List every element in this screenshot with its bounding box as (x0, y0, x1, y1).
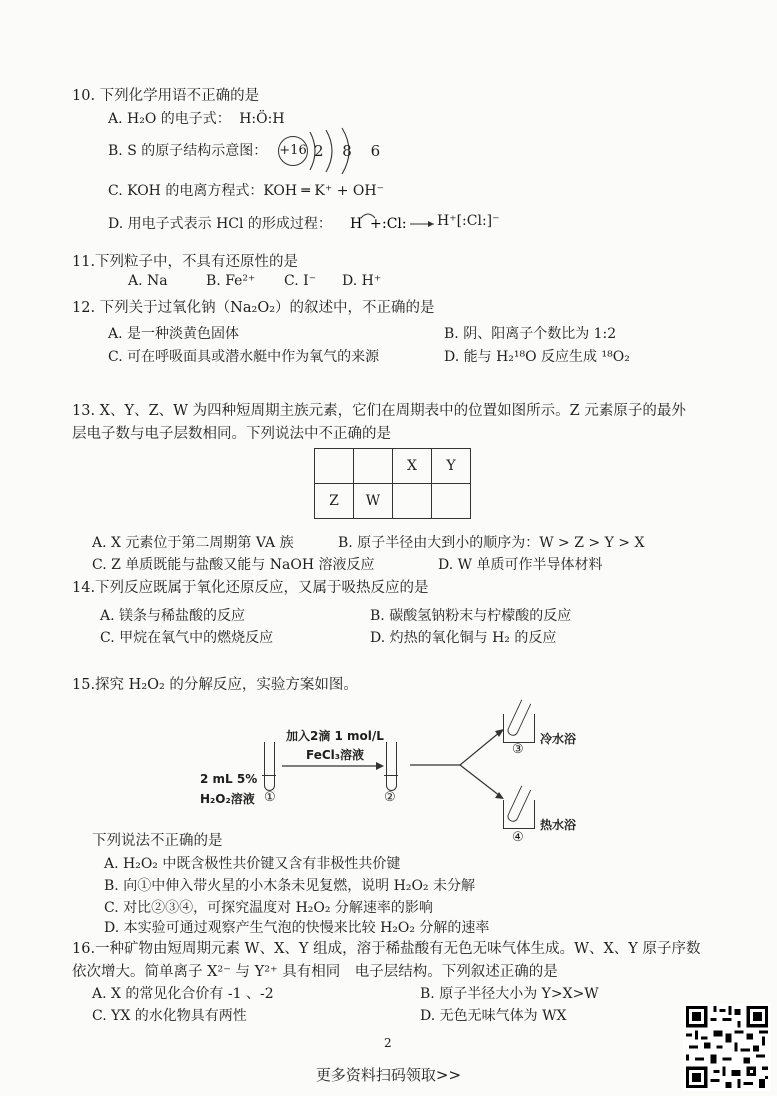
page-number: 2 (384, 1036, 392, 1050)
q14-stem: 14.下列反应既属于氧化还原反应，又属于吸热反应的是 (72, 580, 429, 596)
q15-option-b: B. 向①中伸入带火星的小木条未见复燃，说明 H₂O₂ 未分解 (104, 878, 475, 894)
sulfur-nucleus: +16 (278, 136, 308, 166)
diagram-left-label-2: H₂O₂溶液 (200, 792, 255, 806)
q11-option-b: B. Fe²⁺ (206, 273, 256, 289)
q12-option-c: C. 可在呼吸面具或潜水艇中作为氧气的来源 (108, 349, 380, 365)
svg-text:+: + (370, 216, 382, 232)
tube-2-liquid-line (384, 775, 398, 777)
q15-sub-stem: 下列说法不正确的是 (92, 833, 223, 849)
q13-option-b: B. 原子半径由大到小的顺序为：W > Z > Y > X (338, 535, 645, 551)
svg-text:H: H (350, 216, 363, 232)
q11-option-d: D. H⁺ (342, 273, 382, 289)
table-cell (432, 484, 471, 519)
q13-option-a: A. X 元素位于第二周期第 VA 族 (92, 535, 294, 551)
q15-option-a: A. H₂O₂ 中既含极性共价键又含有非极性共价键 (104, 856, 401, 872)
q15-option-d: D. 本实验可通过观察产生气泡的快慢来比较 H₂O₂ 分解的速率 (104, 920, 490, 936)
q15-option-c: C. 对比②③④，可探究温度对 H₂O₂ 分解速率的影响 (104, 900, 433, 916)
table-cell: W (354, 484, 393, 519)
tube-2-number: ② (384, 790, 396, 805)
q11-option-c: C. I⁻ (284, 273, 317, 289)
tube-1-liquid-line (262, 775, 276, 777)
table-cell: Z (315, 484, 354, 519)
q11-stem: 11.下列粒子中，不具有还原性的是 (72, 254, 299, 270)
q10-option-d: D. 用电子式表示 HCl 的形成过程： (108, 216, 332, 232)
table-cell (354, 449, 393, 484)
q13-stem-line1: 13. X、Y、Z、W 为四种短周期主族元素，它们在周期表中的位置如图所示。Z 元素原子的最外 (72, 403, 686, 419)
tube-4-number: ④ (512, 830, 524, 845)
table-row (315, 449, 471, 484)
qr-code-icon[interactable] (683, 1003, 771, 1091)
q10-option-b-text: B. S 的原子结构示意图： (108, 143, 268, 159)
q16-stem-line1: 16.一种矿物由短周期元素 W、X、Y 组成，溶于稀盐酸有无色无味气体生成。W、X、Y 原子序数 (72, 941, 701, 957)
q15-stem: 15.探究 H₂O₂ 的分解反应，实验方案如图。 (72, 677, 358, 693)
q10-option-a (108, 108, 285, 128)
q12-option-d: D. 能与 H₂¹⁸O 反应生成 ¹⁸O₂ (444, 349, 630, 365)
q16-stem-line2: 依次增大。简单离子 X²⁻ 与 Y²⁺ 具有相同 电子层结构。下列叙述正确的是 (72, 964, 558, 980)
table-cell (315, 449, 354, 484)
table-cell: X (393, 449, 432, 484)
q10-option-a-text: A. H₂O 的电子式： (108, 111, 231, 127)
footer-text[interactable]: 更多资料扫码领取>> (315, 1066, 462, 1084)
q16-option-d: D. 无色无味气体为 WX (420, 1008, 567, 1024)
q14-option-b: B. 碳酸氢钠粉末与柠檬酸的反应 (370, 608, 572, 624)
table-row (315, 484, 471, 519)
diagram-add-label-1: 加入2滴 1 mol/L (286, 729, 384, 743)
q12-option-a: A. 是一种淡黄色固体 (108, 326, 240, 342)
q14-option-a: A. 镁条与稀盐酸的反应 (100, 608, 246, 624)
tube-3-number: ③ (512, 742, 524, 757)
diagram-left-label-1: 2 mL 5% (200, 772, 258, 786)
periodic-table-fragment (314, 448, 471, 519)
diagram-arrow-1 (280, 760, 390, 772)
q12-stem: 12. 下列关于过氧化钠（Na₂O₂）的叙述中，不正确的是 (72, 300, 435, 316)
q10-stem: 10. 下列化学用语不正确的是 (72, 88, 260, 104)
table-cell: Y (432, 449, 471, 484)
q13-option-d: D. W 单质可作半导体材料 (438, 557, 603, 573)
test-tube-1 (264, 742, 275, 791)
hcl-formation-arrow (348, 210, 438, 238)
q12-option-b: B. 阴、阳离子个数比为 1:2 (444, 326, 617, 342)
sulfur-shell-electrons: 2 8 6 (314, 142, 388, 160)
table-cell (393, 484, 432, 519)
diagram-branch-arrows (400, 718, 510, 808)
q13-stem-line2: 层电子数与电子层数相同。下列说法中不正确的是 (72, 426, 391, 442)
hot-bath-label: 热水浴 (540, 818, 577, 832)
q16-option-b: B. 原子半径大小为 Y>X>W (420, 986, 599, 1002)
q14-option-c: C. 甲烷在氧气中的燃烧反应 (100, 630, 274, 646)
q10-option-d-formula: H⁺[:Cl:]⁻ (437, 213, 500, 229)
q14-option-d: D. 灼热的氧化铜与 H₂ 的反应 (370, 630, 557, 646)
q10-option-b (108, 140, 267, 160)
q16-option-a: A. X 的常见化合价有 -1 、-2 (92, 986, 274, 1002)
svg-text::Cl:: :Cl: (382, 216, 407, 232)
tube-1-number: ① (264, 790, 276, 805)
q11-option-a: A. Na (128, 273, 168, 289)
diagram-add-label-2: FeCl₃溶液 (306, 748, 365, 762)
cold-bath-label: 冷水浴 (540, 732, 577, 746)
q16-option-c: C. YX 的水化物具有两性 (92, 1008, 247, 1024)
test-tube-2 (386, 742, 397, 791)
q10-option-a-formula: H:Ö:H (239, 111, 285, 127)
q13-option-c: C. Z 单质既能与盐酸又能与 NaOH 溶液反应 (92, 557, 375, 573)
q10-option-c: C. KOH 的电离方程式：KOH ═ K⁺ + OH⁻ (108, 183, 384, 199)
